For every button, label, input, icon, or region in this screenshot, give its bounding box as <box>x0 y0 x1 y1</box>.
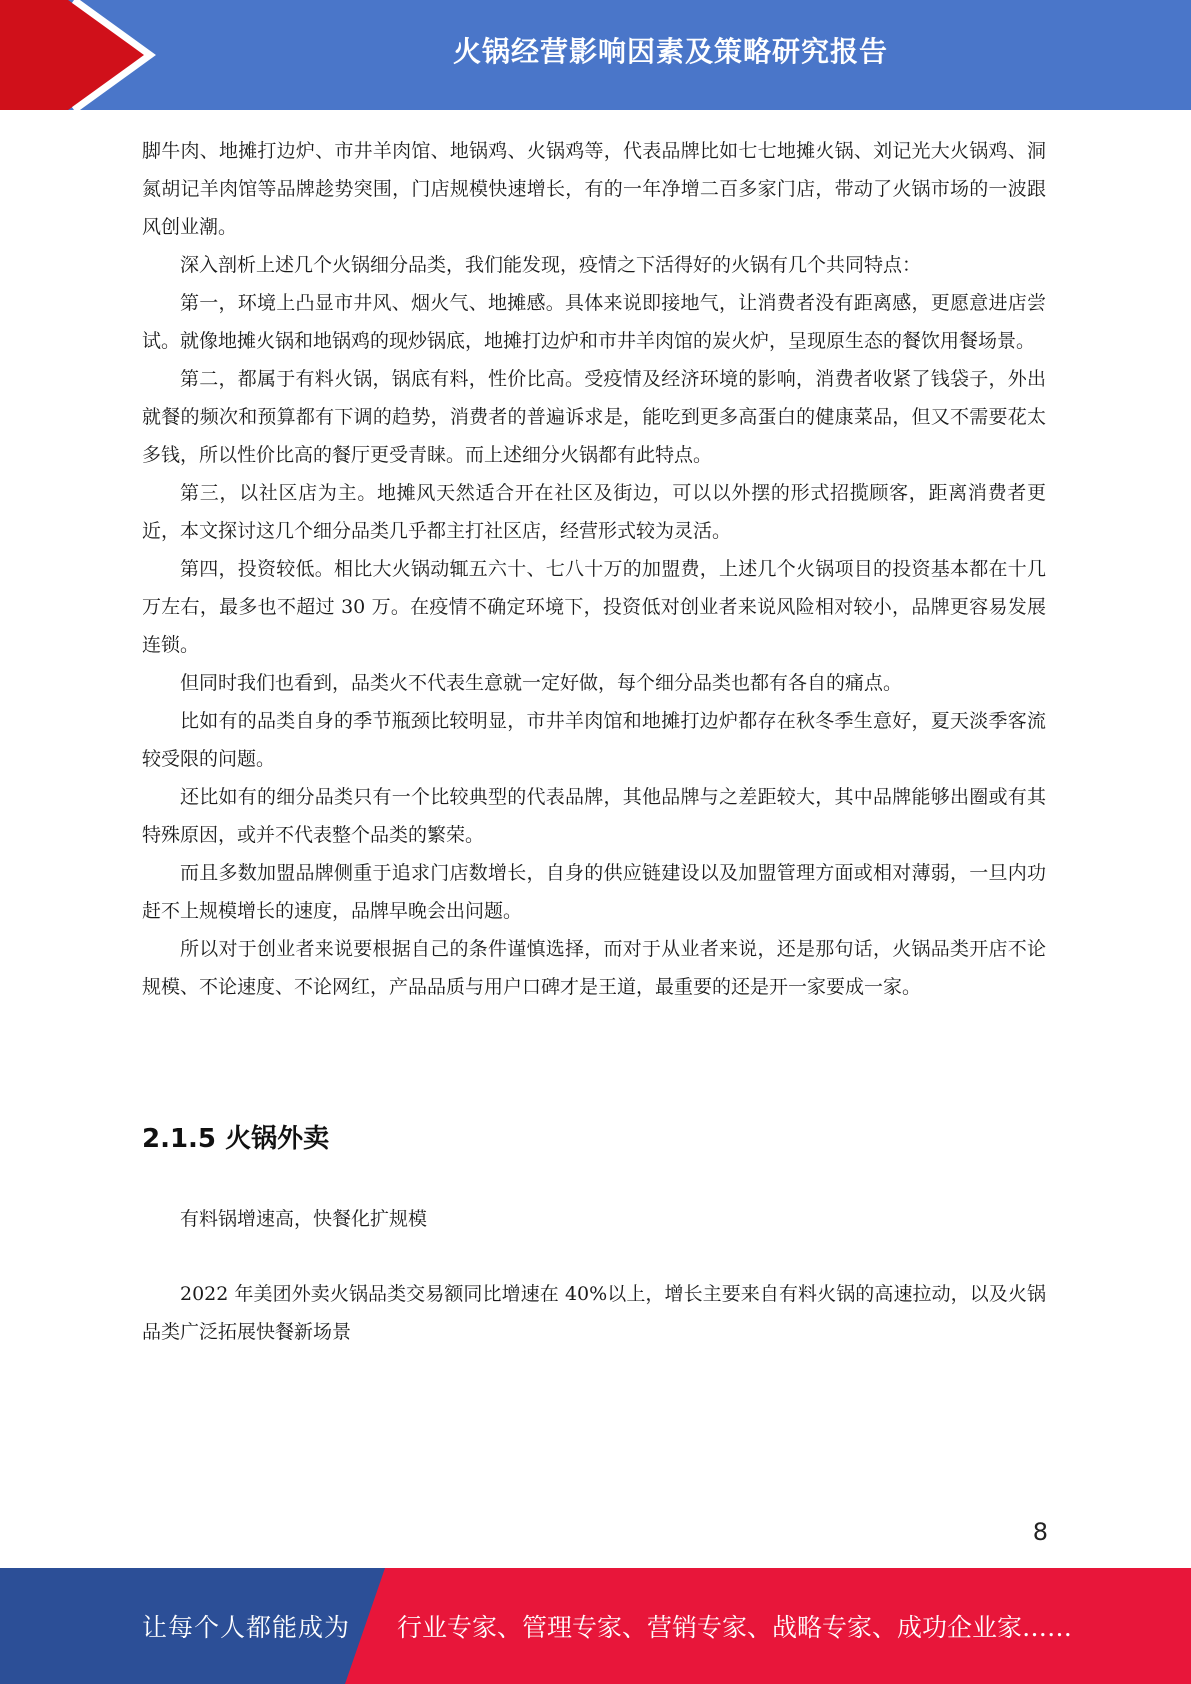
paragraph: 深入剖析上述几个火锅细分品类，我们能发现，疫情之下活得好的火锅有几个共同特点： <box>180 254 922 276</box>
red-arrow-shape <box>0 0 148 110</box>
paragraph: 所以对于创业者来说要根据自己的条件谨慎选择，而对于从业者来说，还是那句话，火锅品类开店不论规模、不论速度、不论网红，产品品质与用户口碑才是王道，最重要的还是开一家要成一家。 <box>142 938 1046 998</box>
footer-slogan-left: 让每个人都能成为 <box>142 1613 351 1642</box>
paragraph: 第二，都属于有料火锅，锅底有料，性价比高。受疫情及经济环境的影响，消费者收紧了钱袋子，外出就餐的频次和预算都有下调的趋势，消费者的普遍诉求是，能吃到更多高蛋白的健康菜品，但又不需要花太多钱，所以性价比高的餐厅更受青睐。而上述细分火锅都有此特点。 <box>142 368 1046 466</box>
page-footer <box>0 1568 1191 1684</box>
paragraph: 还比如有的细分品类只有一个比较典型的代表品牌，其他品牌与之差距较大，其中品牌能够出圈或有其特殊原因，或并不代表整个品类的繁荣。 <box>142 786 1046 846</box>
paragraph: 但同时我们也看到，品类火不代表生意就一定好做，每个细分品类也都有各自的痛点。 <box>180 672 903 694</box>
paragraph: 比如有的品类自身的季节瓶颈比较明显，市井羊肉馆和地摊打边炉都存在秋冬季生意好，夏天淡季客流较受限的问题。 <box>142 710 1046 770</box>
document-title: 火锅经营影响因素及策略研究报告 <box>452 35 888 68</box>
section-paragraph: 2022 年美团外卖火锅品类交易额同比增速在 40%以上，增长主要来自有料火锅的高速拉动，以及火锅品类广泛拓展快餐新场景 <box>142 1283 1046 1343</box>
paragraph: 而且多数加盟品牌侧重于追求门店数增长，自身的供应链建设以及加盟管理方面或相对薄弱，一旦内功赶不上规模增长的速度，品牌早晚会出问题。 <box>142 862 1046 922</box>
paragraph: 脚牛肉、地摊打边炉、市井羊肉馆、地锅鸡、火锅鸡等，代表品牌比如七七地摊火锅、刘记光大火锅鸡、洞氮胡记羊肉馆等品牌趁势突围，门店规模快速增长，有的一年净增二百多家门店，带动了火锅市场的一波跟风创业潮。 <box>142 140 1046 238</box>
body-text <box>142 132 1046 1006</box>
paragraph: 第一，环境上凸显市井风、烟火气、地摊感。具体来说即接地气，让消费者没有距离感，更愿意进店尝试。就像地摊火锅和地锅鸡的现炒锅底，地摊打边炉和市井羊肉馆的炭火炉，呈现原生态的餐饮用餐场景。 <box>142 292 1046 352</box>
page-number: 8 <box>1032 1518 1048 1546</box>
section-subtitle: 有料锅增速高，快餐化扩规模 <box>180 1208 428 1230</box>
paragraph: 第三，以社区店为主。地摊风天然适合开在社区及街边，可以以外摆的形式招揽顾客，距离消费者更近，本文探讨这几个细分品类几乎都主打社区店，经营形式较为灵活。 <box>142 482 1046 542</box>
footer-slogan-right: 行业专家、管理专家、营销专家、战略专家、成功企业家…… <box>397 1613 1073 1642</box>
paragraph: 第四，投资较低。相比大火锅动辄五六十、七八十万的加盟费，上述几个火锅项目的投资基本都在十几万左右，最多也不超过 30 万。在疫情不确定环境下，投资低对创业者来说风险相对较小，品牌更容易发展连锁。 <box>142 558 1046 656</box>
section-heading: 2.1.5 火锅外卖 <box>142 1124 330 1154</box>
page-header <box>0 0 1191 110</box>
